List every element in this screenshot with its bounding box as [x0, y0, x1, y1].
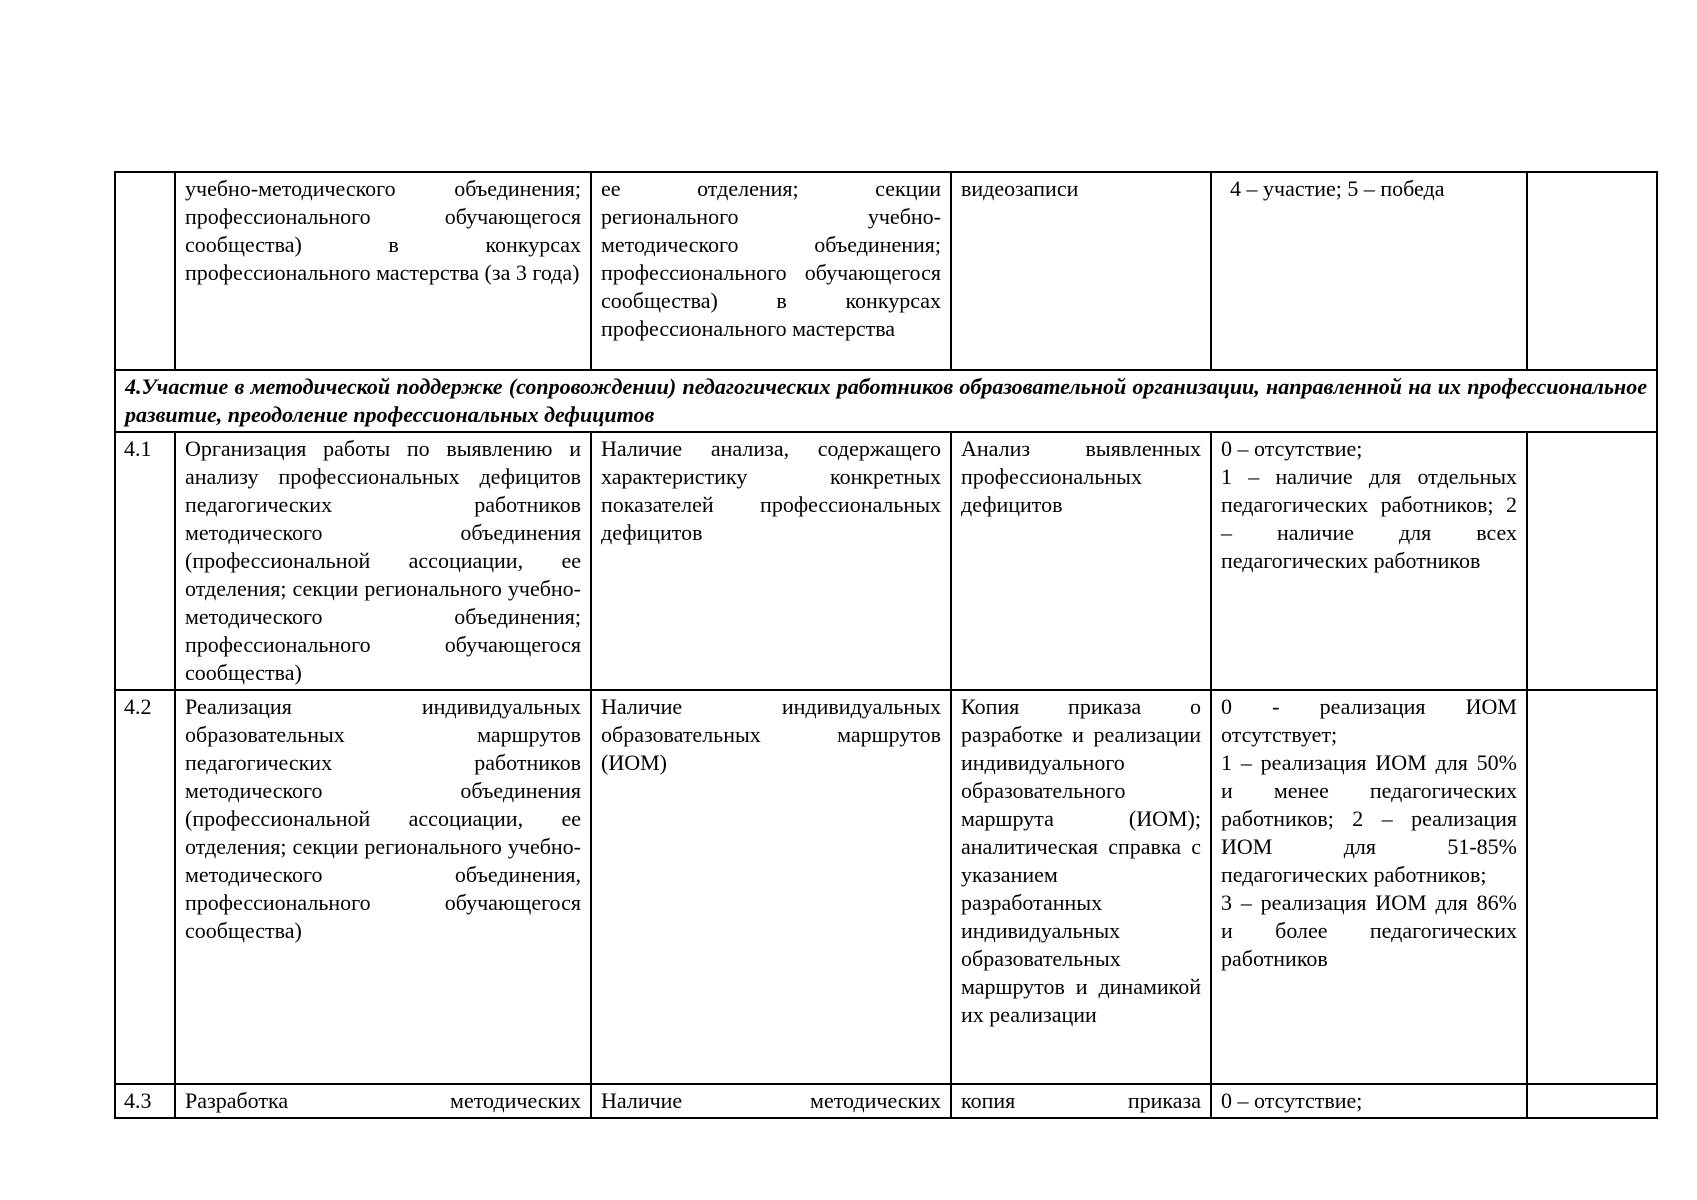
score-cell — [1527, 690, 1657, 1084]
table-row — [115, 1084, 1657, 1118]
criterion-cell: учебно-методического объединения; профессионального обучающегося сообщества) в конкурсах профессионального мастерства (за 3 года) — [175, 172, 591, 370]
confirmation-cell: Анализ выявленных профессиональных дефицитов — [951, 432, 1211, 690]
scale-cell: 4 – участие; 5 – победа — [1211, 172, 1527, 370]
indicator-cell: Наличие анализа, содержащего характеристику конкретных показателей профессиональных дефицитов — [591, 432, 951, 690]
row-number-cell: 4.3 — [115, 1084, 175, 1118]
row-number-cell — [115, 172, 175, 370]
indicator-cell: Наличие методических — [591, 1084, 951, 1118]
criterion-cell: Разработка методических — [175, 1084, 591, 1118]
section-title: 4.Участие в методической поддержке (сопровождении) педагогических работников образовательной организации, направленной на их профессиональное развитие, преодоление профессиональных дефицитов — [115, 370, 1657, 432]
criteria-table — [114, 171, 1658, 1119]
criterion-cell: Организация работы по выявлению и анализу профессиональных дефицитов педагогических работников методического объединения (профессиональной ассоциации, ее отделения; секции регионального учебно-методического объединения; профессионального обучающегося сообщества) — [175, 432, 591, 690]
confirmation-cell: видеозаписи — [951, 172, 1211, 370]
confirmation-cell: копия приказа — [951, 1084, 1211, 1118]
score-cell — [1527, 172, 1657, 370]
indicator-cell: ее отделения; секции регионального учебно-методического объединения; профессионального обучающегося сообщества) в конкурсах профессионального мастерства — [591, 172, 951, 370]
row-number-cell: 4.1 — [115, 432, 175, 690]
scale-cell: 0 – отсутствие; 1 – наличие для отдельных педагогических работников; 2 – наличие для всех педагогических работников — [1211, 432, 1527, 690]
table-row — [115, 690, 1657, 1084]
indicator-cell: Наличие индивидуальных образовательных маршрутов (ИОМ) — [591, 690, 951, 1084]
criterion-cell: Реализация индивидуальных образовательных маршрутов педагогических работников методического объединения (профессиональной ассоциации, ее отделения; секции регионального учебно-методического объединения, профессионального обучающегося сообщества) — [175, 690, 591, 1084]
scale-cell: 0 - реализация ИОМ отсутствует; 1 – реализация ИОМ для 50% и менее педагогических работников; 2 – реализация ИОМ для 51-85% педагогических работников; 3 – реализация ИОМ для 86% и более педагогических работников — [1211, 690, 1527, 1084]
table-row — [115, 432, 1657, 690]
scale-cell: 0 – отсутствие; — [1211, 1084, 1527, 1118]
score-cell — [1527, 432, 1657, 690]
section-header-row — [115, 370, 1657, 432]
score-cell — [1527, 1084, 1657, 1118]
row-number-cell: 4.2 — [115, 690, 175, 1084]
table-row — [115, 172, 1657, 370]
confirmation-cell: Копия приказа о разработке и реализации индивидуального образовательного маршрута (ИОМ); аналитическая справка с указанием разработанных индивидуальных образовательных маршрутов и динамикой их реализации — [951, 690, 1211, 1084]
